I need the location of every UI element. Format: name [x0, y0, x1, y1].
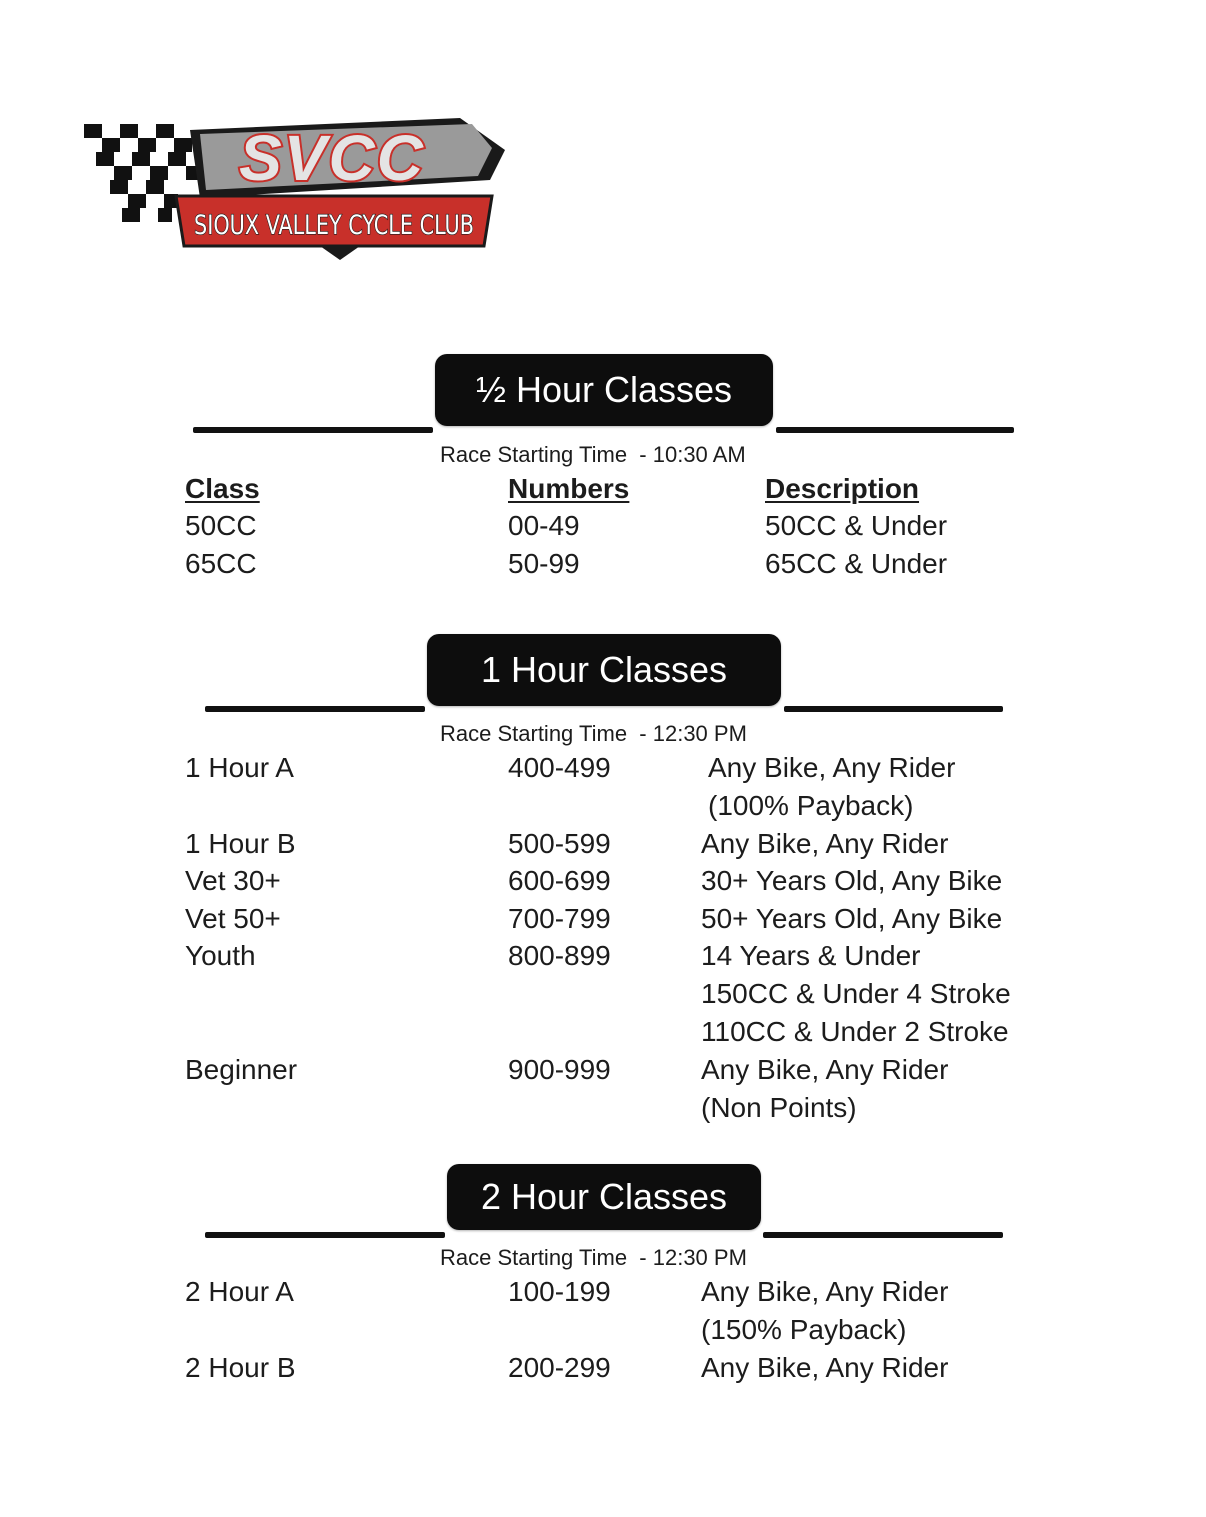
- class-description: 30+ Years Old, Any Bike: [701, 865, 1003, 896]
- divider-right: [776, 427, 1014, 433]
- logo-acronym: SVCC: [239, 122, 425, 194]
- race-start-time-one-hour: Race Starting Time - 12:30 PM: [440, 721, 747, 746]
- number-range: 700-799: [508, 903, 611, 934]
- number-range: 400-499: [508, 752, 611, 783]
- class-name: 1 Hour B: [185, 828, 296, 859]
- race-start-time-two-hour: Race Starting Time - 12:30 PM: [440, 1245, 747, 1270]
- class-name: 65CC: [185, 548, 257, 579]
- race-start-time-half-hour: Race Starting Time - 10:30 AM: [440, 442, 746, 467]
- class-name: Beginner: [185, 1054, 298, 1085]
- number-range: 100-199: [508, 1276, 611, 1307]
- class-description-note: 150CC & Under 4 Stroke: [701, 978, 1011, 1009]
- column-header-numbers: Numbers: [508, 473, 630, 504]
- class-description-note: 110CC & Under 2 Stroke: [701, 1016, 1009, 1047]
- divider-left: [193, 427, 433, 433]
- class-name: Youth: [185, 940, 256, 971]
- class-description-note: (150% Payback): [701, 1314, 907, 1345]
- class-name: Vet 50+: [185, 903, 281, 934]
- class-description: 14 Years & Under: [701, 940, 921, 971]
- class-name: 50CC: [185, 510, 257, 541]
- divider-left: [205, 706, 425, 712]
- number-range: 200-299: [508, 1352, 611, 1383]
- class-name: 2 Hour B: [185, 1352, 296, 1383]
- section-title-one-hour: 1 Hour Classes: [427, 634, 781, 706]
- class-name: 2 Hour A: [185, 1276, 294, 1307]
- number-range: 50-99: [508, 548, 580, 579]
- number-range: 800-899: [508, 940, 611, 971]
- divider-right: [763, 1232, 1003, 1238]
- class-description: Any Bike, Any Rider: [708, 752, 956, 783]
- number-range: 00-49: [508, 510, 580, 541]
- class-name: 1 Hour A: [185, 752, 294, 783]
- svcc-logo: [80, 110, 510, 270]
- class-description: 50CC & Under: [765, 510, 948, 541]
- divider-right: [784, 706, 1003, 712]
- class-description-note: (100% Payback): [708, 790, 914, 821]
- class-description: 50+ Years Old, Any Bike: [701, 903, 1003, 934]
- class-description: Any Bike, Any Rider: [701, 828, 949, 859]
- number-range: 900-999: [508, 1054, 611, 1085]
- class-description: Any Bike, Any Rider: [701, 1054, 949, 1085]
- class-description: Any Bike, Any Rider: [701, 1352, 949, 1383]
- column-header-class: Class: [185, 473, 260, 504]
- class-description: 65CC & Under: [765, 548, 948, 579]
- number-range: 500-599: [508, 828, 611, 859]
- section-title-two-hour: 2 Hour Classes: [447, 1164, 761, 1230]
- class-description-note: (Non Points): [701, 1092, 857, 1123]
- number-range: 600-699: [508, 865, 611, 896]
- class-description: Any Bike, Any Rider: [701, 1276, 949, 1307]
- section-title-half-hour: ½ Hour Classes: [435, 354, 773, 426]
- logo-club-name: SIOUX VALLEY CYCLE CLUB: [194, 210, 474, 241]
- class-name: Vet 30+: [185, 865, 281, 896]
- column-header-description: Description: [765, 473, 920, 504]
- divider-left: [205, 1232, 445, 1238]
